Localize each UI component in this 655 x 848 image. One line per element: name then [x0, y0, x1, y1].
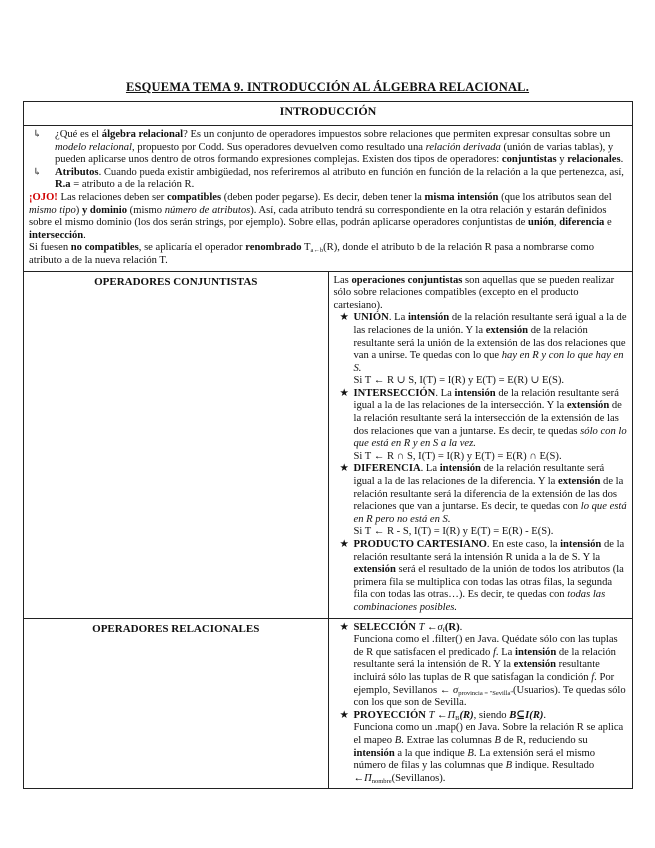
intro-header: INTRODUCCIÓN — [24, 102, 633, 126]
intro-bullet-atributos — [29, 167, 627, 192]
star-bullet-icon: ★ — [339, 709, 349, 721]
intro-section — [24, 126, 633, 272]
op-diferencia — [334, 463, 628, 539]
diferencia-formula: Si T ← R - S, I(T) = I(R) y E(T) = E(R) - E(S). — [353, 526, 554, 538]
star-bullet-icon: ★ — [339, 387, 349, 399]
union-description: UNIÓN. La intensión de la relación resultante será igual a la de las relaciones de la unión. Y la extensión de la relación resultante será la unión de la extensión de las dos relaciones que van a unirse. Te quedas con lo que hay en R y con lo que hay en S. — [353, 312, 627, 374]
document-title: ESQUEMA TEMA 9. INTRODUCCIÓN AL ÁLGEBRA RELACIONAL. — [125, 80, 530, 94]
union-formula: Si T ← R ∪ S, I(T) = I(R) y E(T) = E(R) ∪ E(S). — [353, 375, 565, 387]
intro-paragraph-atributos: Atributos. Cuando pueda existir ambigüedad, nos referiremos al atributo en función en función de la relación a la que pertenezca, así, R.a = atributo a de la relación R. — [55, 166, 624, 191]
interseccion-formula: Si T ← R ∩ S, I(T) = I(R) y E(T) = E(R) ∩ E(S). — [353, 450, 562, 462]
diferencia-description: DIFERENCIA. La intensión de la relación resultante será igual a la de las relaciones de la diferencia. Y la extensión de la relación resultante será la diferencia de la extensión de las dos relaciones que van a juntarse. Es decir, te quedas con lo que está en R pero no está en S. — [353, 463, 627, 525]
arrow-bullet-icon: ↳ — [33, 166, 42, 178]
intro-paragraph-ojo: ¡OJO! Las relaciones deben ser compatibles (deben poder pegarse). Es decir, deben tener la misma intensión (que los atributos sean del mismo tipo) y dominio (mismo número de atributos). Así, cada atributo tendrá su correspondiente en la otra relación y estarán definidos sobre el mismo dominio (los dos serán strings, por ejemplo). Sobre ellas, podrán aplicarse operadores conjuntistas de unión, diferencia e intersección. — [29, 191, 612, 241]
seleccion-description: Funciona como el .filter() en Java. Quédate sólo con las tuplas de R que satisfacen el predicado f. La intensión de la relación resultante será la intensión de R. Y la extensión resultante incluirá sólo las tuplas de R que satisfagan la condición f. Por ejemplo, Sevillanos ← $\sigma_{provincia = "Sevilla"}(Usuarios)$. Te quedas sólo con los que son de Sevilla. — [353, 634, 626, 709]
interseccion-description: INTERSECCIÓN. La intensión de la relación resultante será igual a la de las relaciones de la intersección. Y la extensión de la relación resultante será la intersección de la extensión de las dos relaciones que van a juntarse. Es decir, te quedas sólo con lo que está en R y en S a la vez. — [353, 387, 627, 450]
arrow-bullet-icon: ↳ — [33, 129, 42, 140]
ojo-warning: ¡OJO! — [29, 191, 58, 203]
relacionales-section — [328, 618, 633, 789]
intro-bullet-algebra — [29, 129, 627, 167]
proyeccion-heading: PROYECCIÓN T $\leftarrow\Pi_B(R)$, siendo B⊆I(R). — [353, 709, 547, 722]
schema-table — [23, 101, 633, 789]
star-bullet-icon: ★ — [339, 312, 349, 324]
op-interseccion — [334, 388, 628, 464]
seleccion-heading: SELECCIÓN T $\leftarrow\sigma_f(R)$. — [353, 621, 463, 634]
conjuntistas-label: OPERADORES CONJUNTISTAS — [24, 271, 329, 618]
proyeccion-description: Funciona como un .map() en Java. Sobre la relación R se aplica el mapeo B. Extrae las columnas B de R, reduciendo su intensión a la que indique B. La extensión será el mismo número de filas y las columnas que B indique. Resultado $\leftarrow\Pi_{nombre}(Sevillanos)$. — [353, 722, 624, 785]
op-union — [334, 312, 628, 388]
op-proyeccion — [334, 710, 628, 786]
conjuntistas-section — [328, 271, 633, 618]
op-seleccion — [334, 622, 628, 710]
op-producto-cartesiano — [334, 539, 628, 615]
intro-paragraph-algebra: ¿Qué es el álgebra relacional? Es un conjunto de operadores impuestos sobre relaciones que permiten expresar consultas sobre un modelo relacional, propuesto por Codd. Sus operadores devuelven como resultado una relación derivada (unión de varias tablas), y pueden aplicarse unos dentro de otros formando expresiones complejas. Existen dos tipos de operadores: conjuntistas y relacionales. — [55, 129, 624, 166]
star-bullet-icon: ★ — [339, 621, 349, 633]
producto-description: PRODUCTO CARTESIANO. En este caso, la intensión de la relación resultante será la intensión R unida a la de S. Y la extensión será el resultado de la unión de todos los atributos (la primera fila se multiplica con todas las otras filas, la segunda fila con todas las otras…). Es decir, te quedas con todas las combinaciones posibles. — [353, 539, 625, 613]
intro-paragraph-renombrado: Si fuesen no compatibles, se aplicaría el operador renombrado $T_{a\leftarrow b}(R)$, donde el atributo b de la relación R pasa a nombrarse como atributo a de la nueva relación T. — [29, 242, 595, 266]
star-bullet-icon: ★ — [339, 463, 349, 475]
star-bullet-icon: ★ — [339, 539, 349, 550]
conjuntistas-intro: Las operaciones conjuntistas son aquellas que se pueden realizar sólo sobre relaciones compatibles (excepto en el producto cartesiano). — [333, 274, 615, 311]
relacionales-label: OPERADORES RELACIONALES — [24, 618, 329, 789]
